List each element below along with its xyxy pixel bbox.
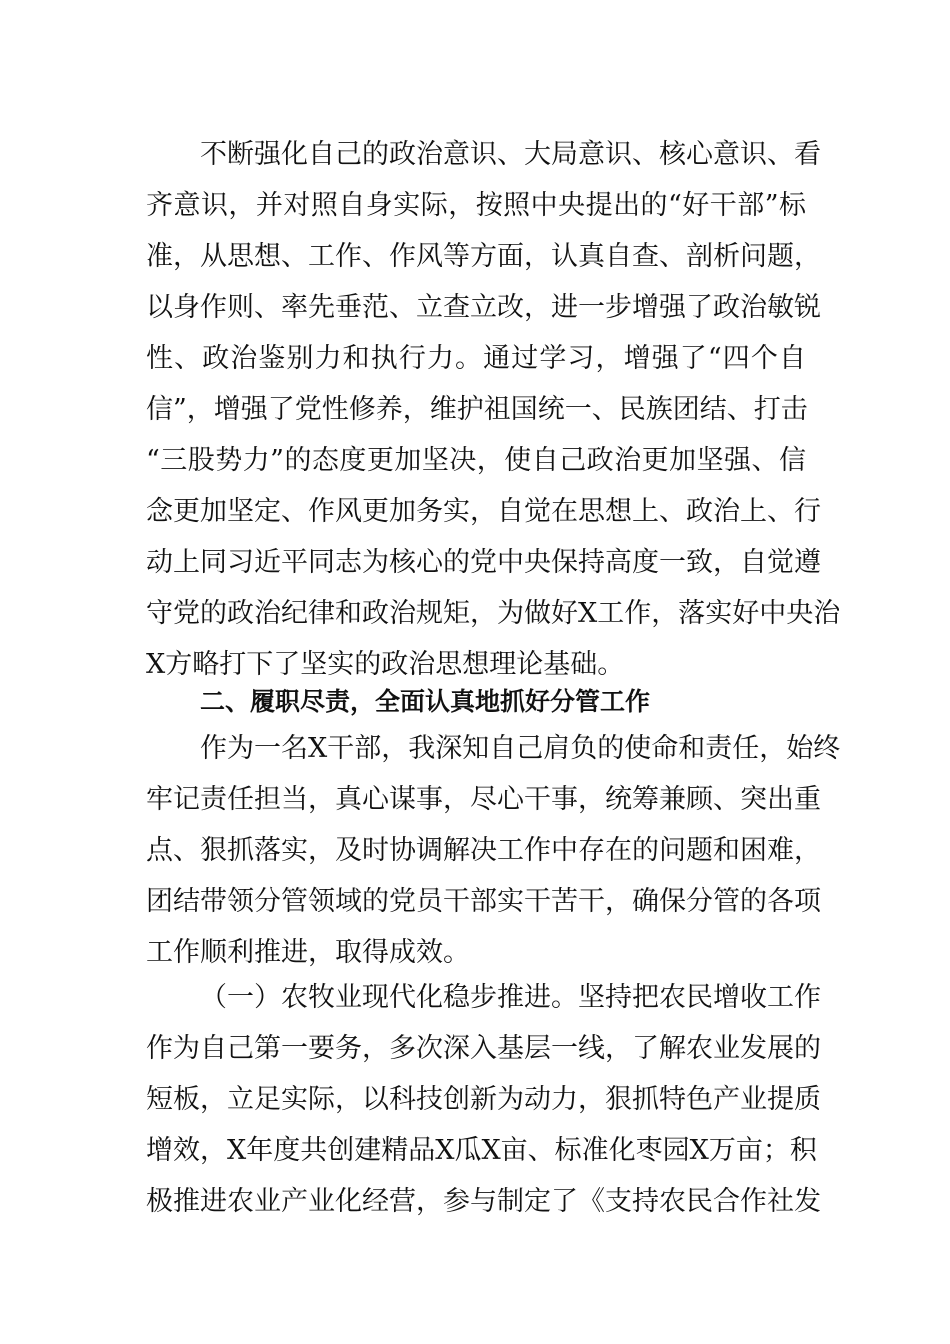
paragraph-line: 团结带领分管领域的党员干部实干苦干，确保分管的各项 [146, 886, 821, 917]
paragraph-line: 作为自己第一要务，多次深入基层一线，了解农业发展的 [146, 1033, 821, 1064]
paragraph-line: 信”，增强了党性修养，维护祖国统一、民族团结、打击 [146, 394, 808, 425]
paragraph-line: 短板，立足实际，以科技创新为动力，狠抓特色产业提质 [146, 1084, 821, 1115]
paragraph-line: 工作顺利推进，取得成效。 [146, 937, 470, 968]
paragraph-line: （一）农牧业现代化稳步推进。坚持把农民增收工作 [200, 982, 821, 1013]
paragraph-line: 以身作则、率先垂范、立查立改，进一步增强了政治敏锐 [146, 292, 821, 323]
section-heading: 二、履职尽责，全面认真地抓好分管工作 [200, 687, 651, 716]
paragraph-agriculture [146, 972, 821, 1227]
paragraph-line: 守党的政治纪律和政治规矩，为做好X工作，落实好中央治 [146, 598, 841, 629]
paragraph-line: 性、政治鉴别力和执行力。通过学习，增强了“四个自 [146, 343, 806, 374]
paragraph-line: “三股势力”的态度更加坚决，使自己政治更加坚强、信 [146, 445, 806, 476]
paragraph-line: 不断强化自己的政治意识、大局意识、核心意识、看 [200, 139, 821, 170]
paragraph-line: 作为一名X干部，我深知自己肩负的使命和责任，始终 [200, 733, 841, 764]
paragraph-line: 动上同习近平同志为核心的党中央保持高度一致，自觉遵 [146, 547, 821, 578]
paragraph-line: X方略打下了坚实的政治思想理论基础。 [146, 649, 625, 680]
paragraph-line: 准，从思想、工作、作风等方面，认真自查、剖析问题， [146, 241, 821, 272]
paragraph-duties-intro [146, 723, 841, 978]
paragraph-line: 念更加坚定、作风更加务实，自觉在思想上、政治上、行 [146, 496, 821, 527]
paragraph-political-awareness [146, 129, 841, 690]
paragraph-line: 齐意识，并对照自身实际，按照中央提出的“好干部”标 [146, 190, 806, 221]
paragraph-line: 点、狠抓落实，及时协调解决工作中存在的问题和困难， [146, 835, 821, 866]
paragraph-line: 极推进农业产业化经营，参与制定了《支持农民合作社发 [146, 1186, 821, 1217]
paragraph-line: 牢记责任担当，真心谋事，尽心干事，统筹兼顾、突出重 [146, 784, 821, 815]
paragraph-line: 增效，X年度共创建精品X瓜X亩、标准化枣园X万亩；积 [146, 1135, 817, 1166]
